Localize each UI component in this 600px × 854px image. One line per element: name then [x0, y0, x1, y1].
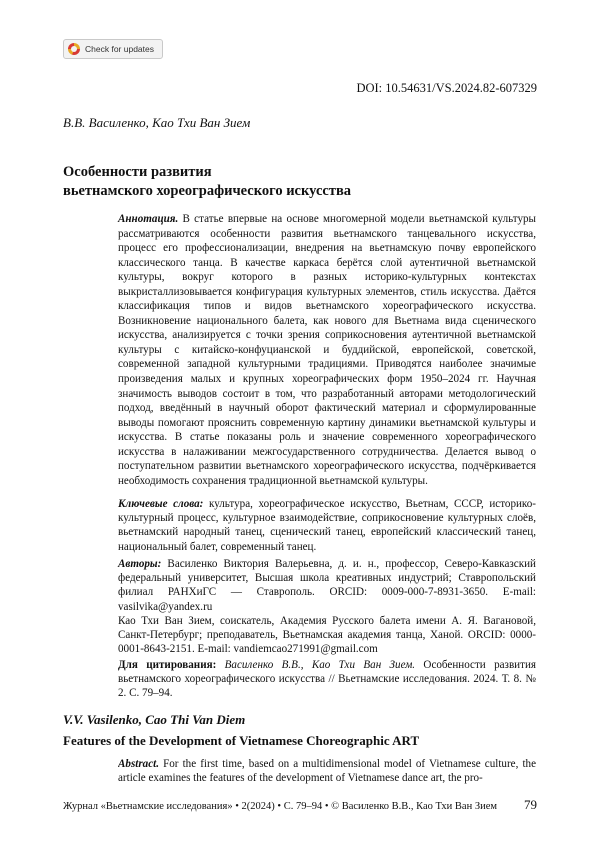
article-title-en: Features of the Development of Vietnamese Choreographic ART: [63, 733, 420, 748]
title-line-1: Особенности развития: [63, 164, 212, 180]
keywords-ru: [118, 497, 536, 554]
page-number: 79: [524, 797, 537, 812]
author-1-text: Василенко Виктория Валерьевна, д. и. н., профессор, Северо-Кавказский федеральный университет, Высшая школа креативных индустрий; Ставропольский филиал РАНХиГС — Ставрополь. ORCID: 0009-000-7-8931-3650. E-mail: vasilvika@yandex.ru: [118, 558, 536, 613]
crossmark-icon: [68, 43, 80, 55]
author-2-info: Као Тхи Ван Зием, соискатель, Академия Русского балета имени А. Я. Вагановой, Санкт-Петербург; преподаватель, Вьетнамская академия танца, Ханой. ORCID: 0000-0001-8643-2151. E-mail: vandiemcao271991@gmail.com: [118, 614, 536, 656]
check-for-updates-button[interactable]: [63, 39, 163, 59]
abstract-ru: [118, 212, 536, 488]
footer-journal: Журнал «Вьетнамские исследования» • 2(2024) • С. 79–94 • © Василенко В.В., Као Тхи Ван Зием: [63, 801, 498, 812]
authors-label: Авторы:: [118, 558, 162, 570]
article-title-ru: [63, 163, 351, 201]
abstract-label-ru: Аннотация.: [118, 213, 179, 225]
authors-info: [118, 557, 536, 656]
abstract-text-ru: В статье впервые на основе многомерной модели вьетнамской культуры рассматриваются особенности развития вьетнамского танцевального искусства, процесс его профессионализации, внедрения на вьетнамскую почву европейского классического танца. В качестве каркаса берётся слой аутентичной вьетнамской культуры, вокруг которого в разных историко-культурных контекстах выкристаллизовывается конфигурация культурных элементов, стиль искусства. Даётся классификация типов и видов вьетнамского хореографического искусства. Возникновение национального балета, как нового для Вьетнама вида сценического искусства, анализируется с точки зрения соприкосновения аутентичной вьетнамской культуры с китайско-конфуцианской и буддийской, европейской, советской, современной западной культурными традициями. Приводятся наиболее значимые произведения малых и крупных хореографических форм 1950–2024 гг. Научная значимость выводов состоит в том, что разработанный авторами методологический подход, введённый в научный оборот фактический материал и сформулированные выводы помогают прояснить современную картину динамики вьетнамской культуры и искусства. В статье показаны роль и значение современного хореографического искусства в налаживании межгосударственного сотрудничества. Делается вывод о поступательном развитии вьетнамского хореографического искусства, подчёркивается необходимость сохранения традиционной вьетнамской культуры.: [118, 213, 536, 487]
abstract-text-en: For the first time, based on a multidimensional model of Vietnamese culture, the article examines the features of the development of Vietnamese dance art, the pro-: [118, 758, 536, 785]
citation-authors: Василенко В.В., Као Тхи Ван Зием.: [216, 659, 416, 671]
citation-text: Особенности развития вьетнамского хореографического искусства // Вьетнамские исследования. 2024. Т. 8. № 2. С. 79–94.: [118, 659, 537, 700]
abstract-label-en: Abstract.: [118, 758, 159, 770]
page-footer: [63, 797, 537, 813]
abstract-en: [118, 757, 536, 786]
authors-en: V.V. Vasilenko, Cao Thi Van Diem: [63, 712, 246, 727]
author-1-info: [118, 557, 536, 614]
citation-label: Для цитирования:: [118, 659, 217, 671]
title-line-2: вьетнамского хореографического искусства: [63, 183, 352, 199]
citation: [118, 658, 536, 701]
authors-ru: В.В. Василенко, Као Тхи Ван Зием: [63, 115, 251, 130]
keywords-text: культура, хореографическое искусство, Вьетнам, СССР, историко-культурный процесс, культурное взаимодействие, соприкосновение культурных слоёв, вьетнамский народный танец, сценический танец, европейский классический танец, национальный балет, современный танец.: [118, 498, 536, 553]
check-for-updates-label: Check for updates: [85, 44, 154, 54]
doi[interactable]: DOI: 10.54631/VS.2024.82-607329: [356, 81, 537, 95]
keywords-label: Ключевые слова:: [118, 498, 204, 510]
